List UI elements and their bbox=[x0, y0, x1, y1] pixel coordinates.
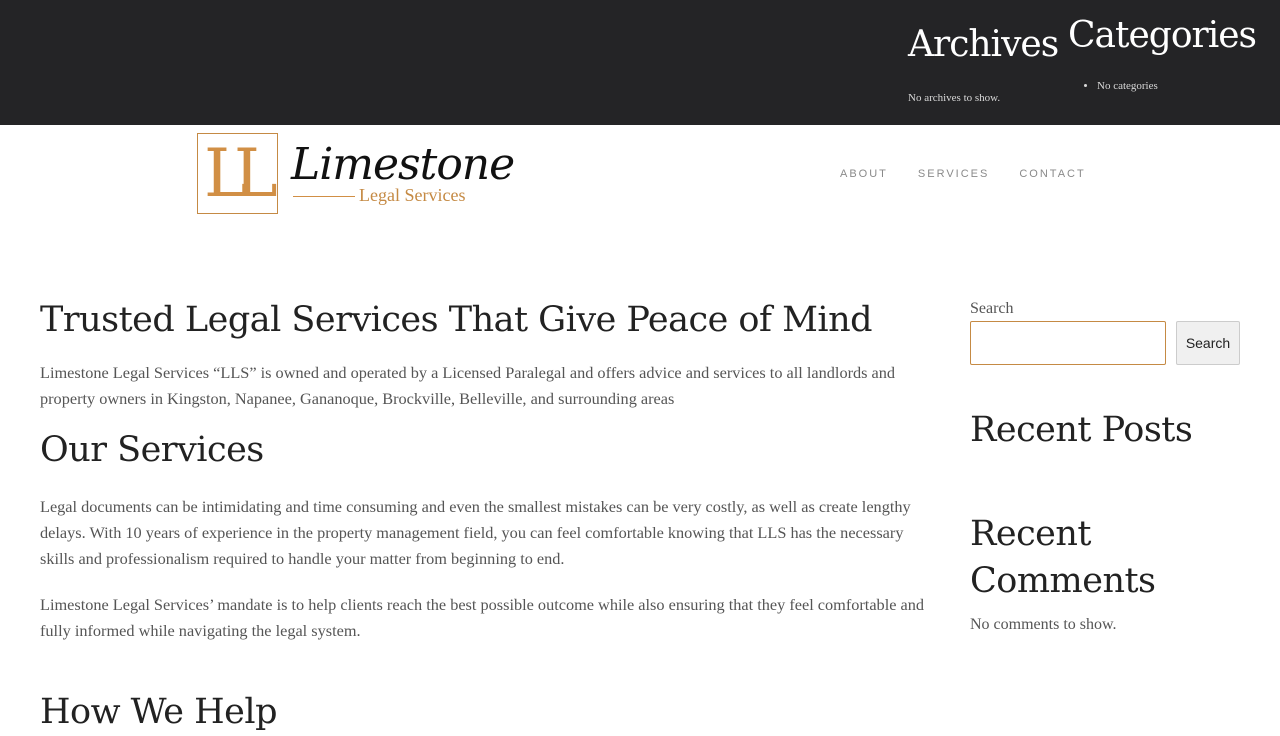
categories-title: Categories bbox=[1068, 15, 1256, 56]
recent-comments-title: Recent Comments bbox=[970, 514, 1156, 601]
top-widget-bar bbox=[0, 0, 1280, 125]
search-button[interactable]: Search bbox=[1176, 321, 1240, 365]
archives-title: Archives bbox=[908, 24, 1059, 65]
categories-list bbox=[1068, 80, 1268, 92]
nav-item-about[interactable]: ABOUT bbox=[840, 168, 888, 180]
page-title: Trusted Legal Services That Give Peace of Mind bbox=[40, 300, 873, 340]
logo-name: Limestone bbox=[291, 139, 515, 190]
sidebar bbox=[970, 298, 1240, 637]
search-label: Search bbox=[970, 300, 1014, 317]
intro-paragraph: Limestone Legal Services “LLS” is owned and operated by a Licensed Paralegal and offers advice and services to all landlords and property owners in Kingston, Napanee, Gananoque, Brockville, Belleville, and surrounding areas bbox=[40, 363, 896, 408]
archives-empty-text: No archives to show. bbox=[908, 92, 1001, 104]
site-logo[interactable] bbox=[197, 133, 515, 217]
categories-widget bbox=[1068, 14, 1268, 92]
logo-monogram: LL bbox=[204, 135, 264, 212]
main-content bbox=[40, 296, 935, 736]
services-paragraph-2: Limestone Legal Services’ mandate is to help clients reach the best possible outcome while also ensuring that they feel comfortable and fully informed while navigating the legal system. bbox=[40, 595, 925, 640]
logo-divider bbox=[293, 196, 355, 197]
services-heading: Our Services bbox=[40, 430, 264, 470]
recent-comments-empty-text: No comments to show. bbox=[970, 616, 1117, 633]
categories-list-item: • No categories bbox=[1097, 80, 1268, 92]
search-form bbox=[970, 321, 1240, 365]
logo-subtitle: Legal Services bbox=[359, 185, 466, 205]
recent-posts-title: Recent Posts bbox=[970, 410, 1193, 450]
nav-item-services[interactable]: SERVICES bbox=[917, 168, 990, 180]
logo-monogram-box bbox=[197, 133, 278, 214]
archives-widget bbox=[908, 22, 1058, 104]
how-we-help-heading: How We Help bbox=[40, 692, 277, 732]
search-input[interactable] bbox=[970, 321, 1166, 365]
nav-item-contact[interactable]: CONTACT bbox=[1019, 168, 1086, 180]
services-paragraph-1: Legal documents can be intimidating and time consuming and even the smallest mistakes can be very costly, as well as create lengthy delays. With 10 years of experience in the property management field, you can feel comfortable knowing that LLS has the necessary skills and professionalism required to handle your matter from beginning to end. bbox=[40, 497, 911, 568]
main-nav bbox=[840, 166, 1116, 182]
